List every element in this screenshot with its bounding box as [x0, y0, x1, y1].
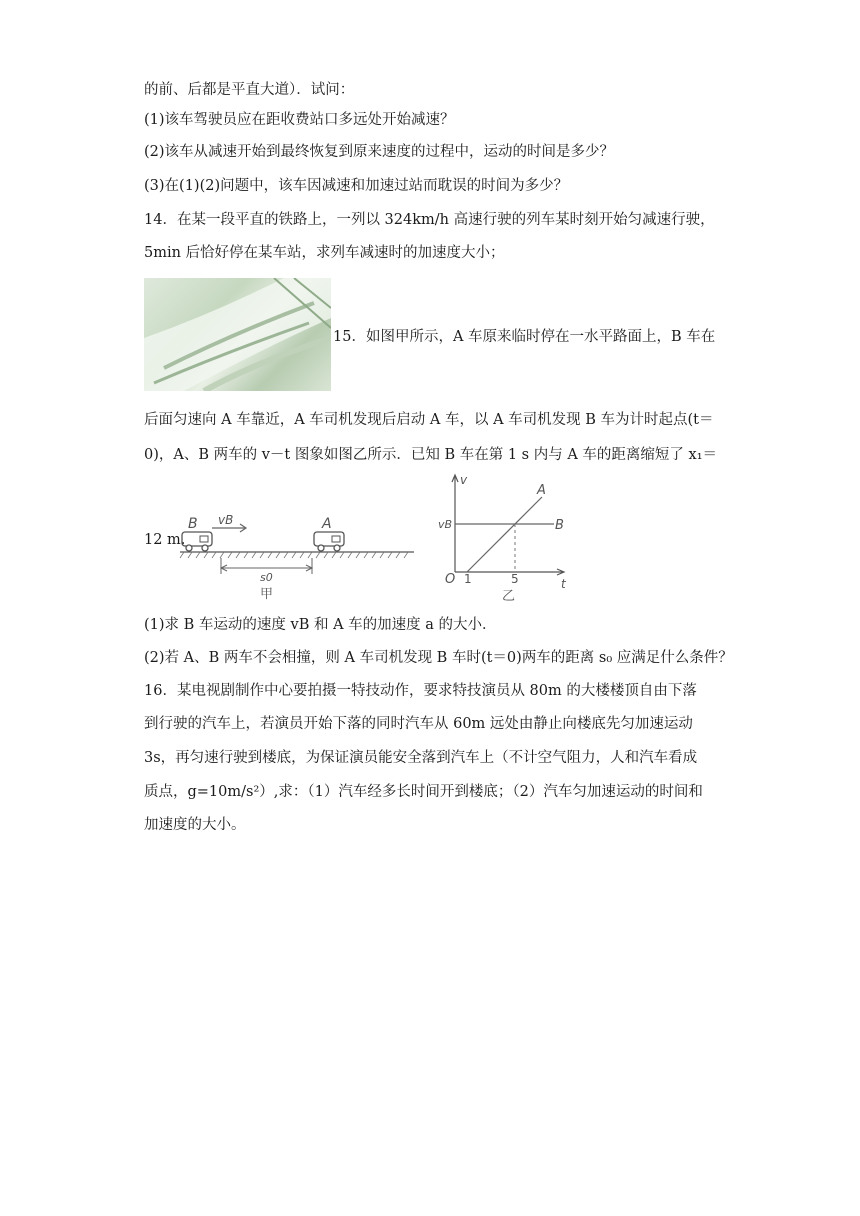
question-16-cont: 质点，g=10m/s²）,求：（1）汽车经多长时间开到楼底；（2）汽车匀加速运动的时间和	[144, 784, 703, 800]
line-a-label: A	[537, 483, 546, 498]
axis-t-label: t	[561, 577, 566, 591]
question-16-cont: 到行驶的汽车上，若演员开始下落的同时汽车从 60m 远处由静止向楼底先匀加速运动	[144, 716, 693, 732]
question-16-cont: 加速度的大小。	[144, 817, 246, 833]
question-15-cont: 12 m.	[144, 532, 186, 548]
vb-tick-label: vB	[438, 518, 453, 531]
line-a	[467, 497, 542, 572]
line-b-label: B	[555, 518, 564, 533]
question-15-1: (1)求 B 车运动的速度 vB 和 A 车的加速度 a 的大小．	[144, 617, 497, 633]
fig-jia-label-a: A	[322, 516, 332, 532]
figure-yi	[436, 470, 576, 602]
origin-label: O	[445, 572, 456, 587]
text-line: 的前、后都是平直大道）．试问：	[144, 82, 355, 98]
question-13-3: (3)在(1)(2)问题中，该车因减速和加速过站而耽误的时间为多少？	[144, 178, 569, 194]
fig-jia-label-b: B	[188, 516, 198, 532]
question-14: 14．在某一段平直的铁路上，一列以 324km/h 高速行驶的列车某时刻开始匀减速行驶，	[144, 212, 715, 228]
question-15-cont: 0)，A、B 两车的 v－t 图象如图乙所示．已知 B 车在第 1 s 内与 A 车的距离缩短了 x₁＝	[144, 447, 718, 463]
question-15: 15．如图甲所示，A 车原来临时停在一水平路面上，B 车在	[333, 329, 716, 345]
fig-jia-label-vb: vB	[218, 513, 234, 527]
fig-yi-caption: 乙	[502, 589, 516, 602]
question-15-cont: 后面匀速向 A 车靠近，A 车司机发现后启动 A 车，以 A 车司机发现 B 车为计时起点(t＝	[144, 412, 714, 428]
train-photo	[144, 278, 331, 391]
question-13-2: (2)该车从减速开始到最终恢复到原来速度的过程中，运动的时间是多少？	[144, 144, 615, 160]
car-b	[182, 532, 212, 551]
axis-v-label: v	[460, 473, 468, 487]
tick-5-label: 5	[511, 572, 519, 586]
question-16: 16．某电视剧制作中心要拍摄一特技动作，要求特技演员从 80m 的大楼楼顶自由下落	[144, 683, 697, 699]
road-hatch	[180, 552, 408, 558]
question-13-1: (1)该车驾驶员应在距收费站口多远处开始减速？	[144, 112, 455, 128]
question-15-2: (2)若 A、B 两车不会相撞，则 A 车司机发现 B 车时(t＝0)两车的距离 s₀ 应满足什么条件？	[144, 650, 733, 666]
question-16-cont: 3s，再匀速行驶到楼底，为保证演员能安全落到汽车上（不计空气阻力，人和汽车看成	[144, 750, 698, 766]
car-a	[314, 532, 344, 551]
figure-jia	[176, 508, 418, 600]
fig-jia-caption: 甲	[260, 587, 274, 600]
tick-1-label: 1	[464, 572, 472, 586]
question-14-cont: 5min 后恰好停在某车站，求列车减速时的加速度大小；	[144, 245, 505, 261]
fig-jia-label-s0: s0	[260, 571, 273, 584]
